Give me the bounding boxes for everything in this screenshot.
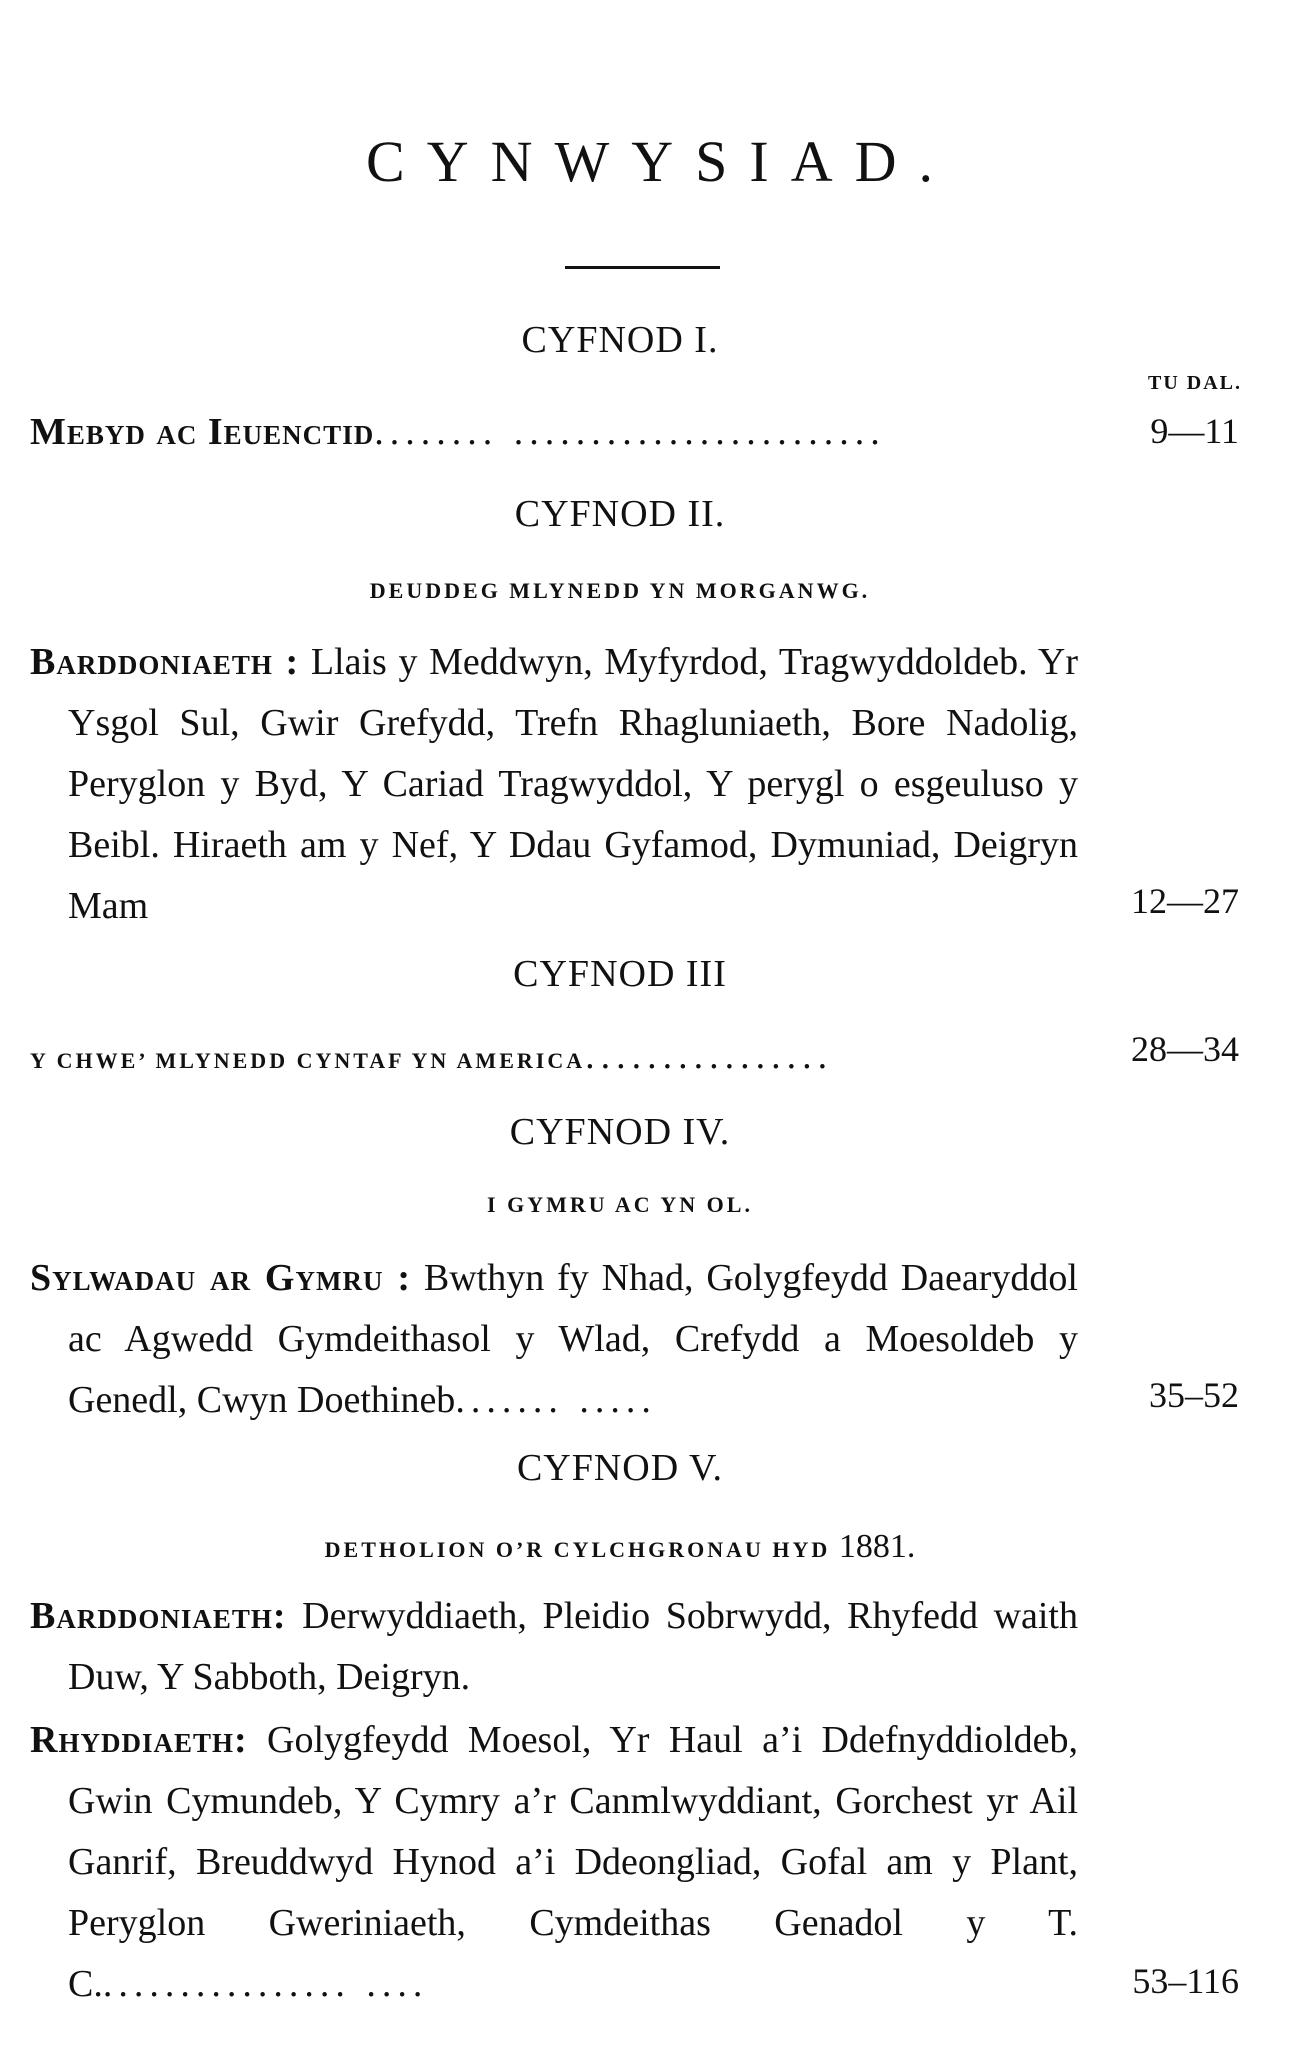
entry-pages: 9—11 <box>1150 411 1239 451</box>
toc-entry-rhyddiaeth <box>30 1710 1078 2015</box>
entry-lead: Barddoniaeth: <box>30 1595 287 1637</box>
entry-leader-dots: ................ .... <box>102 1963 429 2005</box>
entry-lead: Sylwadau ar Gymru : <box>30 1257 411 1299</box>
toc-entry-barddoniaeth-2 <box>30 1586 1078 1708</box>
entry-text: Bwthyn fy Nhad, Golygfeydd Daearyddol ac Agwedd Gymdeithasol y Wlad, Crefydd a Moesoldeb y Genedl, Cwyn Doethineb <box>68 1257 1078 1421</box>
entry-lead: Y CHWE’ MLYNEDD CYNTAF YN AMERICA <box>30 1048 586 1073</box>
period-subheading-2: DEUDDEG MLYNEDD YN MORGANWG. <box>369 578 871 603</box>
entry-pages: 12—27 <box>1131 881 1239 921</box>
entry-leader-dots: ................ <box>585 1035 834 1077</box>
entry-pages: 28—34 <box>1131 1029 1239 1069</box>
toc-entry-sylwadau <box>30 1248 1078 1431</box>
entry-text: Llais y Meddwyn, Myfyrdod, Tragwyddoldeb. Yr Ysgol Sul, Gwir Grefydd, Trefn Rhagluniaeth, Bore Nadolig, Peryglon y Byd, Y Cariad Tragwyddol, Y perygl o esgeuluso y Beibl. Hiraeth am y Nef, Y Ddau Gyfamod, Dymuniad, Deigryn Mam <box>68 641 1078 927</box>
period-heading-1: CYFNOD I. <box>521 319 719 361</box>
entry-lead: Mebyd ac Ieuenctid <box>30 411 375 453</box>
entry-leader-dots: ........ ........................ <box>374 411 886 453</box>
period-heading-5: CYFNOD V. <box>516 1447 724 1489</box>
period-subheading-4: I GYMRU AC YN OL. <box>487 1192 753 1217</box>
subheading-year: 1881. <box>838 1528 916 1565</box>
entry-text: Golygfeydd Moesol, Yr Haul a’i Ddefnyddioldeb, Gwin Cymundeb, Y Cymry a’r Canmlwyddiant, Gorchest yr Ail Ganrif, Breuddwyd Hynod a’i Ddeongliad, Gofal am y Plant, Peryglon Gweriniaeth, Cymdeithas Genadol y T. C. <box>68 1719 1078 2005</box>
entry-text: Derwyddiaeth, Pleidio Sobrwydd, Rhyfedd waith Duw, Y Sabboth, Deigryn. <box>68 1595 1078 1698</box>
subheading-text: DETHOLION O’R CYLCHGRONAU HYD <box>324 1537 831 1562</box>
entry-lead: Barddoniaeth : <box>30 641 300 683</box>
entry-lead: Rhyddiaeth: <box>30 1719 248 1761</box>
period-heading-2: CYFNOD II. <box>514 493 726 535</box>
toc-entry-mebyd <box>30 402 1078 463</box>
period-heading-3: CYFNOD III <box>513 953 727 995</box>
page-title: CYNWYSIAD. <box>366 129 955 194</box>
toc-entry-barddoniaeth-1 <box>30 632 1078 937</box>
period-subheading-5 <box>0 1528 1240 1566</box>
period-heading-4: CYFNOD IV. <box>509 1111 731 1153</box>
entry-pages: 35–52 <box>1149 1375 1239 1415</box>
page-column-label: TU DAL. <box>1147 372 1242 394</box>
entry-pages: 53–116 <box>1132 1961 1239 2001</box>
title-divider <box>565 266 720 269</box>
toc-entry-chwe-mlynedd <box>30 1026 1078 1091</box>
entry-leader-dots: ....... ..... <box>455 1379 657 1421</box>
